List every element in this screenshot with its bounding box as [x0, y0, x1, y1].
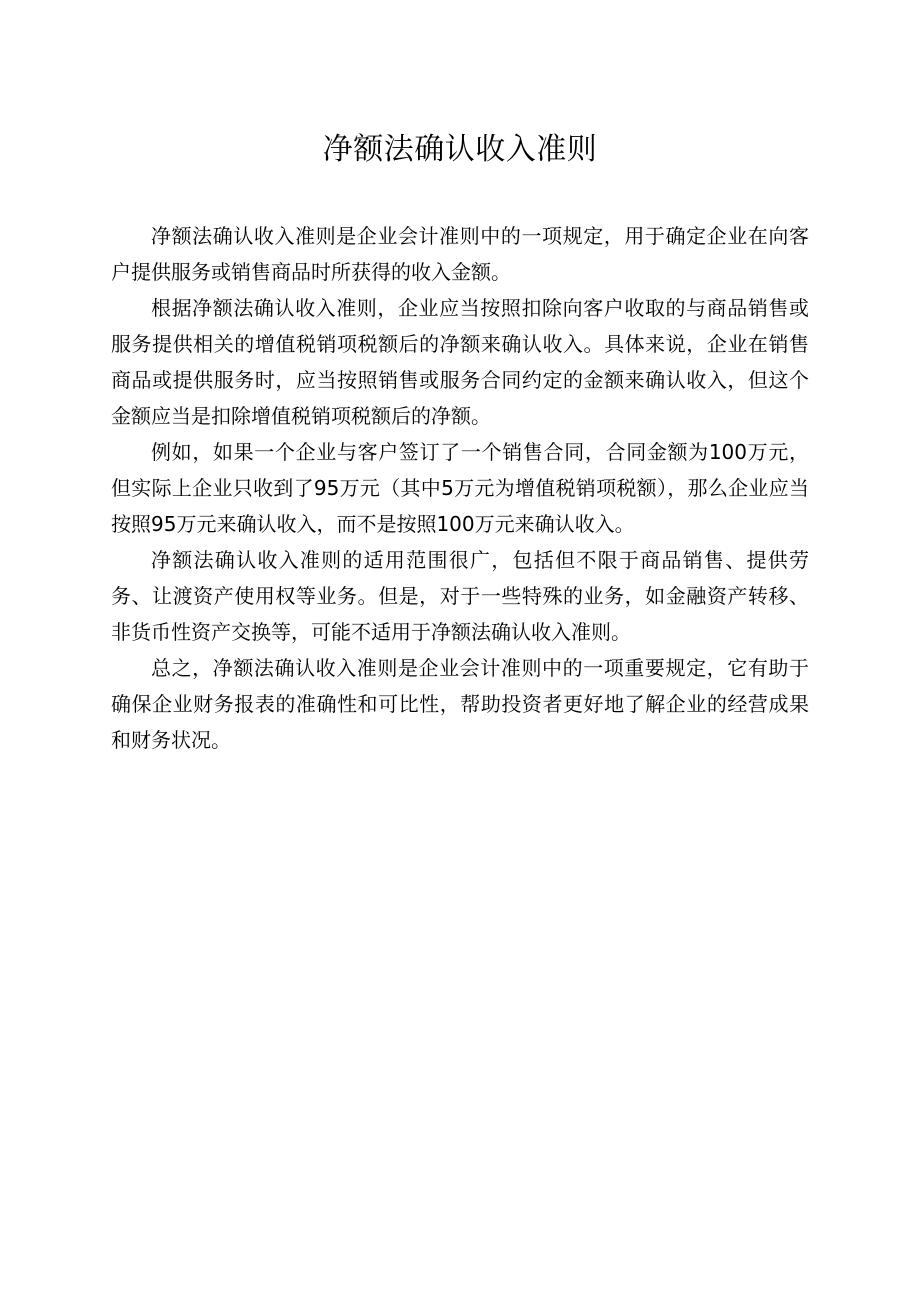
document-body	[111, 218, 809, 758]
paragraph-summary: 总之，净额法确认收入准则是企业会计准则中的一项重要规定，它有助于确保企业财务报表的准确性和可比性，帮助投资者更好地了解企业的经营成果和财务状况。	[111, 656, 809, 752]
document-title: 净额法确认收入准则	[322, 132, 598, 167]
paragraph-example: 例如，如果一个企业与客户签订了一个销售合同，合同金额为100万元，但实际上企业只收到了95万元（其中5万元为增值税销项税额），那么企业应当按照95万元来确认收入，而不是按照100万元来确认收入。	[111, 440, 809, 536]
paragraph-scope: 净额法确认收入准则的适用范围很广，包括但不限于商品销售、提供劳务、让渡资产使用权等业务。但是，对于一些特殊的业务，如金融资产转移、非货币性资产交换等，可能不适用于净额法确认收入准则。	[111, 548, 809, 644]
paragraph-definition: 净额法确认收入准则是企业会计准则中的一项规定，用于确定企业在向客户提供服务或销售商品时所获得的收入金额。	[111, 224, 809, 284]
paragraph-principle: 根据净额法确认收入准则，企业应当按照扣除向客户收取的与商品销售或服务提供相关的增值税销项税额后的净额来确认收入。具体来说，企业在销售商品或提供服务时，应当按照销售或服务合同约定的金额来确认收入，但这个金额应当是扣除增值税销项税额后的净额。	[111, 296, 809, 428]
